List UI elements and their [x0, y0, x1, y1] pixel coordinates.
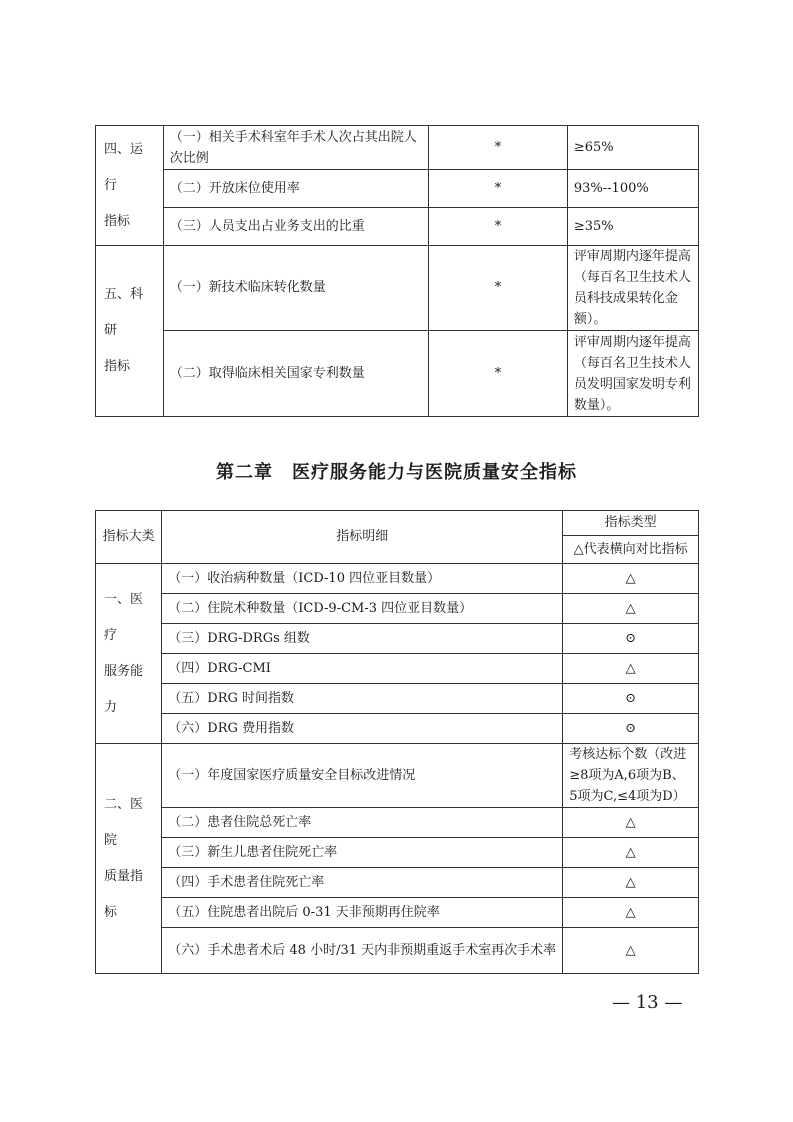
type-cell: ⊙: [563, 624, 699, 654]
item-cell: （五）住院患者出院后 0-31 天非预期再住院率: [162, 898, 563, 928]
service-quality-indicators-table: [95, 510, 699, 974]
item-cell: （三）新生儿患者住院死亡率: [162, 838, 563, 868]
item-cell: （四）DRG-CMI: [162, 654, 563, 684]
item-cell: （二）患者住院总死亡率: [162, 808, 563, 838]
item-cell: （二）取得临床相关国家专利数量: [163, 331, 428, 417]
type-cell: △: [563, 928, 699, 974]
mark-cell: *: [429, 170, 568, 208]
table-row: [96, 126, 699, 170]
target-cell: ≥35%: [567, 208, 698, 246]
type-cell: △: [563, 808, 699, 838]
category-line: 服务能力: [104, 663, 144, 715]
table-row: [96, 564, 699, 594]
mark-cell: *: [429, 208, 568, 246]
table-row: [96, 898, 699, 928]
header-type: 指标类型: [563, 511, 699, 536]
item-cell: （三）人员支出占业务支出的比重: [163, 208, 428, 246]
header-detail: 指标明细: [162, 511, 563, 564]
item-cell: （三）DRG-DRGs 组数: [162, 624, 563, 654]
item-cell: （四）手术患者住院死亡率: [162, 868, 563, 898]
category-line: 四、运行: [104, 141, 144, 193]
item-cell: （二）住院术种数量（ICD-9-CM-3 四位亚目数量）: [162, 594, 563, 624]
header-category: 指标大类: [96, 511, 162, 564]
table-row: [96, 808, 699, 838]
item-cell: （二）开放床位使用率: [163, 170, 428, 208]
target-cell: ≥65%: [567, 126, 698, 170]
table-row: [96, 331, 699, 417]
category-cell: [96, 744, 162, 974]
item-cell: （五）DRG 时间指数: [162, 684, 563, 714]
operations-research-indicators-table: [95, 125, 699, 417]
table-row: [96, 208, 699, 246]
category-line: 指标: [104, 359, 131, 374]
target-cell: 93%--100%: [567, 170, 698, 208]
item-cell: （一）收治病种数量（ICD-10 四位亚目数量）: [162, 564, 563, 594]
category-cell: [96, 564, 162, 744]
table-row: [96, 838, 699, 868]
category-line: 一、医疗: [104, 591, 144, 643]
item-cell: （一）年度国家医疗质量安全目标改进情况: [162, 744, 563, 808]
item-cell: （一）相关手术科室年手术人次占其出院人次比例: [163, 126, 428, 170]
table-row: [96, 714, 699, 744]
table-row: [96, 246, 699, 331]
type-cell: △: [563, 868, 699, 898]
table-row: [96, 654, 699, 684]
item-cell: （六）DRG 费用指数: [162, 714, 563, 744]
item-cell: （一）新技术临床转化数量: [163, 246, 428, 331]
mark-cell: *: [429, 126, 568, 170]
table-row: [96, 594, 699, 624]
type-cell: ⊙: [563, 684, 699, 714]
table-row: [96, 868, 699, 898]
target-cell: 评审周期内逐年提高（每百名卫生技术人员科技成果转化金额）。: [567, 246, 698, 331]
type-cell: △: [563, 594, 699, 624]
category-cell: [96, 126, 164, 246]
category-line: 二、医院: [104, 796, 144, 848]
type-cell: 考核达标个数（改进≥8项为A,6项为B、5项为C,≤4项为D）: [563, 744, 699, 808]
type-cell: △: [563, 898, 699, 928]
page-number: — 13 —: [612, 992, 683, 1013]
category-line: 质量指标: [104, 868, 144, 920]
table-row: [96, 624, 699, 654]
category-line: 五、科研: [104, 287, 144, 338]
table-row: [96, 684, 699, 714]
header-type-note: △代表横向对比指标: [563, 536, 699, 564]
type-cell: △: [563, 564, 699, 594]
mark-cell: *: [429, 331, 568, 417]
type-cell: △: [563, 838, 699, 868]
table-row: [96, 928, 699, 974]
table-row: [96, 744, 699, 808]
table-row: [96, 170, 699, 208]
chapter-title: 第二章 医疗服务能力与医院质量安全指标: [216, 462, 577, 483]
type-cell: △: [563, 654, 699, 684]
category-cell: [96, 246, 164, 417]
header-row: [96, 511, 699, 536]
item-cell: （六）手术患者术后 48 小时/31 天内非预期重返手术室再次手术率: [162, 928, 563, 974]
type-cell: ⊙: [563, 714, 699, 744]
target-cell: 评审周期内逐年提高（每百名卫生技术人员发明国家发明专利数量）。: [567, 331, 698, 417]
category-line: 指标: [104, 213, 131, 229]
mark-cell: *: [429, 246, 568, 331]
